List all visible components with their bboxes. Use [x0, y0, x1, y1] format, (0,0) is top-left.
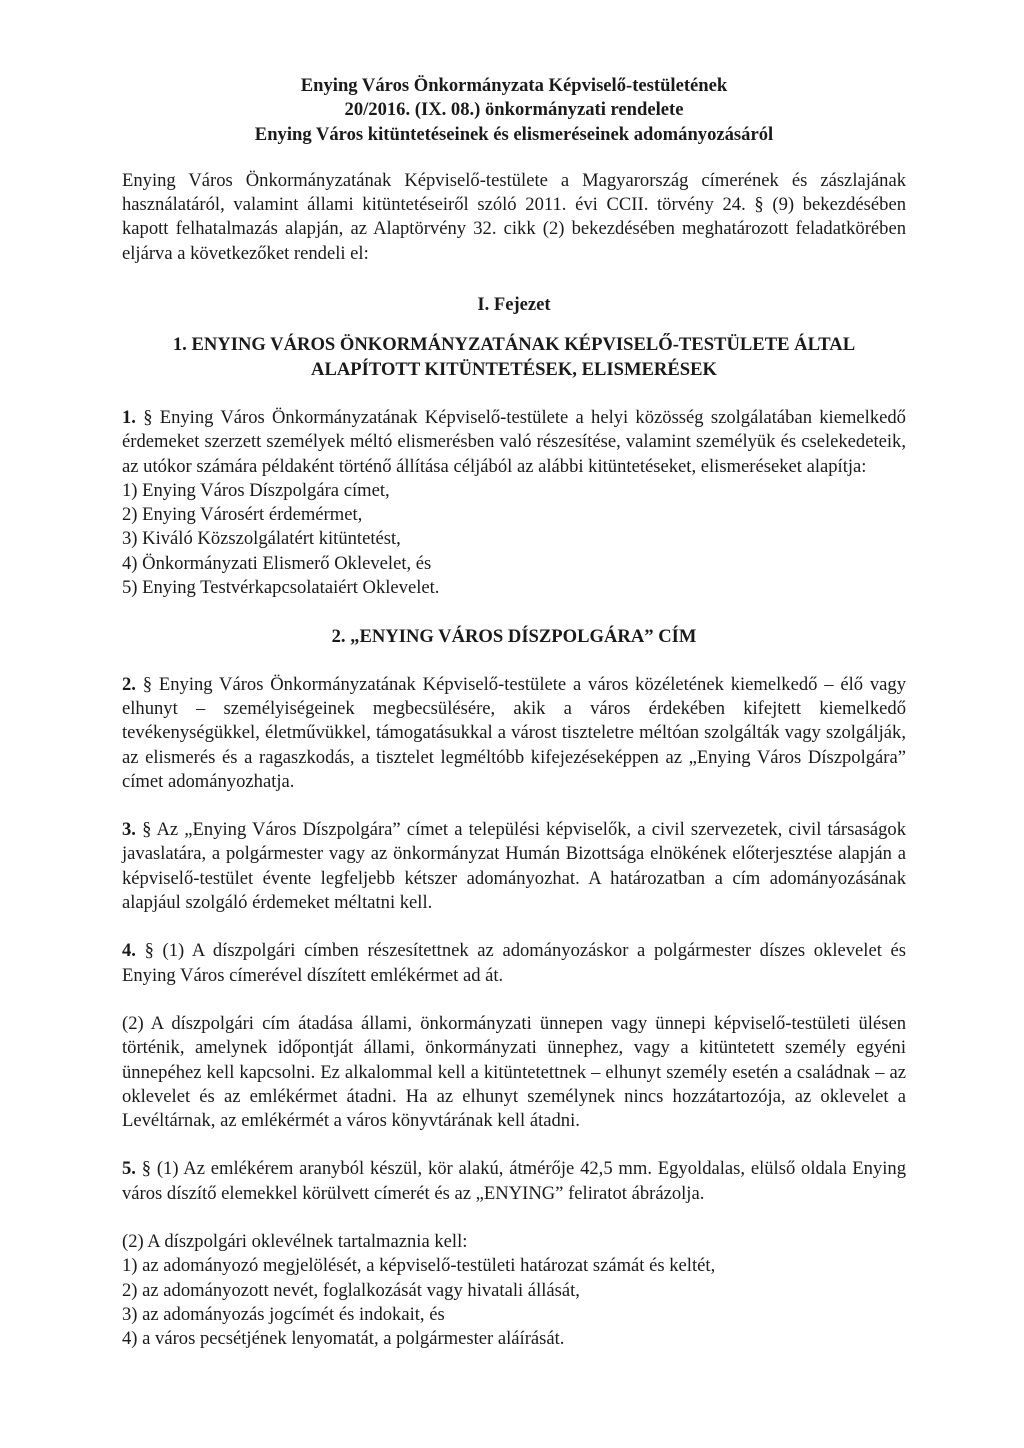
paragraph-4-subsection-2: (2) A díszpolgári cím átadása állami, önkormányzati ünnepen vagy ünnepi képviselő-testületi ülésen történik, amelynek időpontját állami, önkormányzati ünnephez, vagy a kitüntetett személy egyéni ünnepéhez kell kapcsolni. Ez alkalommal kell a kitüntetettnek – elhunyt személy esetén a családnak – az oklevelet és az emlékérmet átadni. Ha az elhunyt személynek nincs hozzátartozója, az oklevelet a Levéltárnak, az emlékérmét a város könyvtárának kell átadni.: [122, 1012, 906, 1132]
preamble: Enying Város Önkormányzatának Képviselő-testülete a Magyarország címerének és zászlajának használatáról, valamint állami kitüntetéseiről szóló 2011. évi CCII. törvény 24. § (9) bekezdésében kapott felhatalmazás alapján, az Alaptörvény 32. cikk (2) bekezdésében meghatározott feladatkörében eljárva a következőket rendeli el:: [122, 169, 906, 264]
list-item: 3) Kiváló Közszolgálatért kitüntetést,: [122, 528, 401, 550]
paragraph-4: [122, 939, 906, 988]
paragraph-1-text: Enying Város Önkormányzatának Képviselő-testülete a helyi közösség szolgálatában kiemelkedő érdemeket szerzett személyek méltó elismerésben való részesítése, valamint személyük és cselekedeteik, az utókor számára példaként történő állítása céljából az alábbi kitüntetéseket, elismeréseket alapítja:: [122, 406, 906, 477]
section-sign: §: [142, 673, 153, 695]
paragraph-2-number: 2.: [122, 673, 136, 695]
list-item: 5) Enying Testvérkapcsolataiért Oklevelet.: [122, 577, 440, 599]
list-item: 4) Önkormányzati Elismerő Oklevelet, és: [122, 552, 432, 574]
paragraph-2: [122, 673, 906, 794]
document-header: [122, 74, 906, 147]
paragraph-5-number: 5.: [122, 1158, 136, 1180]
paragraph-3-text: Az „Enying Város Díszpolgára” címet a települési képviselők, a civil szervezetek, civil társaságok javaslatára, a polgármester vagy az önkormányzat Humán Bizottsága elnökének előterjesztése alapján a képviselő-testület évente legfeljebb kétszer adományozhat. A határozatban a cím adományozásának alapjául szolgáló érdemeket méltatni kell.: [122, 819, 906, 914]
list-item: 4) a város pecsétjének lenyomatát, a polgármester aláírását.: [122, 1328, 565, 1350]
paragraph-4-number: 4.: [122, 940, 136, 962]
header-line-2: [122, 98, 906, 122]
list-item: 1) az adományozó megjelölését, a képviselő-testületi határozat számát és keltét,: [122, 1255, 716, 1277]
list-item: 3) az adományozás jogcímét és indokait, és: [122, 1303, 445, 1325]
paragraph-4-text: (1) A díszpolgári címben részesítettnek az adományozáskor a polgármester díszes oklevelet és Enying Város címerével díszített emlékérmet ad át.: [122, 940, 906, 986]
decree-type: önkormányzati rendelete: [480, 99, 684, 121]
paragraph-5: [122, 1157, 906, 1206]
list-item: 2) az adományozott nevét, foglalkozását vagy hivatali állását,: [122, 1279, 580, 1301]
list-item: 2) Enying Városért érdemérmet,: [122, 504, 363, 526]
header-line-3: Enying Város kitüntetéseinek és elismeréseinek adományozásáról: [254, 123, 774, 145]
paragraph-2-text: Enying Város Önkormányzatának Képviselő-testülete a város közéletének kiemelkedő – élő vagy elhunyt – személyiségeinek megbecsülésére, akik a város érdekében kifejtett kiemelkedő tevékenységükkel, életművükkel, támogatásukkal a várost tiszteletre méltóan szolgálták vagy szolgálják, az elismerés és a ragaszkodás, a tisztelet legméltóbb kifejezéseképpen az „Enying Város Díszpolgára” címet adományozhatja.: [122, 673, 907, 792]
header-line-1: Enying Város Önkormányzata Képviselő-testületének: [300, 75, 728, 96]
section-sign: §: [142, 819, 152, 841]
paragraph-3-number: 3.: [122, 819, 136, 841]
paragraph-1: [122, 406, 906, 479]
section-sign: §: [141, 1158, 152, 1180]
decree-number: 20/2016. (IX. 08.): [344, 99, 481, 121]
chapter-title: I. Fejezet: [477, 294, 551, 316]
section-1-title-line-1: 1. ENYING VÁROS ÖNKORMÁNYZATÁNAK KÉPVISELŐ-TESTÜLETE ÁLTAL: [172, 334, 856, 356]
list-item: 1) Enying Város Díszpolgára címet,: [122, 479, 390, 501]
paragraph-1-number: 1.: [122, 406, 136, 428]
section-1-title-line-2: ALAPÍTOTT KITÜNTETÉSEK, ELISMERÉSEK: [311, 358, 717, 380]
section-2-title: 2. „ENYING VÁROS DÍSZPOLGÁRA” CÍM: [331, 626, 697, 648]
section-sign: §: [143, 406, 153, 428]
paragraph-3: [122, 818, 906, 915]
section-sign: §: [144, 940, 154, 962]
paragraph-5-subsection-2-intro: (2) A díszpolgári oklevélnek tartalmaznia kell:: [122, 1230, 468, 1252]
document-page: [122, 74, 906, 1351]
paragraph-5-text: (1) Az emlékérem aranyból készül, kör alakú, átmérője 42,5 mm. Egyoldalas, elülső oldala Enying város díszítő elemekkel körülvett címerét és az „ENYING” feliratot ábrázolja.: [122, 1158, 906, 1204]
